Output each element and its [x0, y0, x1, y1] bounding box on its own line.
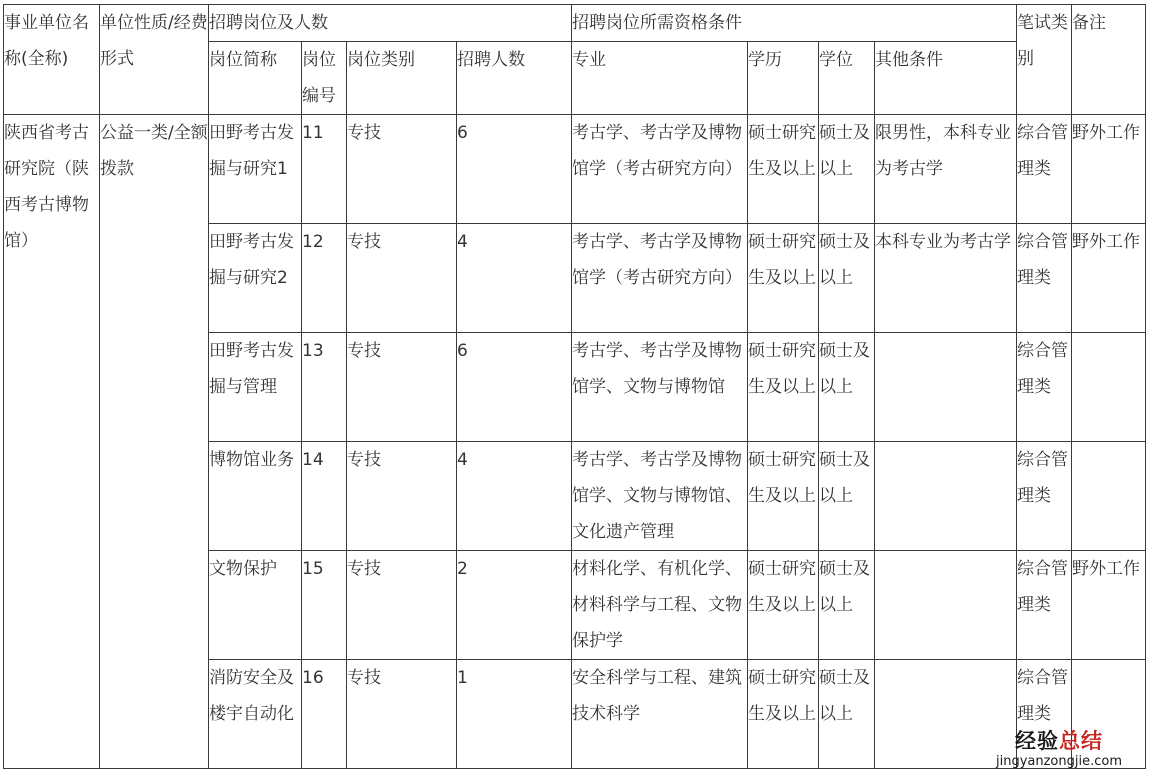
- degree-cell: 硕士及以上: [819, 442, 875, 551]
- position-type-cell: 专技: [347, 115, 457, 224]
- remark-cell: [1072, 333, 1146, 442]
- degree-cell: 硕士及以上: [819, 660, 875, 769]
- position-name-cell: 文物保护: [209, 551, 302, 660]
- other-conditions-cell: [875, 551, 1017, 660]
- exam-category-cell: 综合管理类: [1017, 442, 1072, 551]
- position-name-cell: 博物馆业务: [209, 442, 302, 551]
- headcount-cell: 4: [457, 224, 572, 333]
- table-row: [4, 115, 1146, 224]
- major-cell: 考古学、考古学及博物馆学、文物与博物馆: [572, 333, 748, 442]
- headcount-cell: 2: [457, 551, 572, 660]
- header-unit-nature: 单位性质/经费形式: [100, 5, 209, 115]
- header-unit-name: 事业单位名称(全称): [4, 5, 100, 115]
- header-exam-category: 笔试类别: [1017, 5, 1072, 115]
- degree-cell: 硕士及以上: [819, 551, 875, 660]
- position-name-cell: 消防安全及楼宇自动化: [209, 660, 302, 769]
- headcount-cell: 6: [457, 115, 572, 224]
- other-conditions-cell: [875, 333, 1017, 442]
- position-code-cell: 13: [302, 333, 347, 442]
- position-type-cell: 专技: [347, 551, 457, 660]
- exam-category-cell: 综合管理类: [1017, 660, 1072, 769]
- header-degree: 学位: [819, 42, 875, 115]
- site-watermark: [996, 728, 1122, 770]
- header-education: 学历: [748, 42, 819, 115]
- education-cell: 硕士研究生及以上: [748, 115, 819, 224]
- header-major: 专业: [572, 42, 748, 115]
- position-type-cell: 专技: [347, 224, 457, 333]
- degree-cell: 硕士及以上: [819, 224, 875, 333]
- position-type-cell: 专技: [347, 442, 457, 551]
- headcount-cell: 4: [457, 442, 572, 551]
- remark-cell: [1072, 442, 1146, 551]
- position-type-cell: 专技: [347, 660, 457, 769]
- education-cell: 硕士研究生及以上: [748, 660, 819, 769]
- education-cell: 硕士研究生及以上: [748, 442, 819, 551]
- header-qualifications-group: 招聘岗位所需资格条件: [572, 5, 1017, 42]
- position-name-cell: 田野考古发掘与研究1: [209, 115, 302, 224]
- exam-category-cell: 综合管理类: [1017, 333, 1072, 442]
- exam-category-cell: 综合管理类: [1017, 115, 1072, 224]
- other-conditions-cell: [875, 442, 1017, 551]
- degree-cell: 硕士及以上: [819, 333, 875, 442]
- header-positions-group: 招聘岗位及人数: [209, 5, 572, 42]
- header-headcount: 招聘人数: [457, 42, 572, 115]
- position-code-cell: 12: [302, 224, 347, 333]
- other-conditions-cell: 限男性，本科专业为考古学: [875, 115, 1017, 224]
- degree-cell: 硕士及以上: [819, 115, 875, 224]
- other-conditions-cell: 本科专业为考古学: [875, 224, 1017, 333]
- major-cell: 考古学、考古学及博物馆学（考古研究方向）: [572, 115, 748, 224]
- watermark-url: jingyanzongjie.com: [995, 754, 1122, 769]
- position-name-cell: 田野考古发掘与研究2: [209, 224, 302, 333]
- exam-category-cell: 综合管理类: [1017, 551, 1072, 660]
- major-cell: 考古学、考古学及博物馆学、文物与博物馆、文化遗产管理: [572, 442, 748, 551]
- education-cell: 硕士研究生及以上: [748, 551, 819, 660]
- major-cell: 安全科学与工程、建筑技术科学: [572, 660, 748, 769]
- position-code-cell: 14: [302, 442, 347, 551]
- position-type-cell: 专技: [347, 333, 457, 442]
- header-other: 其他条件: [875, 42, 1017, 115]
- header-position-type: 岗位类别: [347, 42, 457, 115]
- education-cell: 硕士研究生及以上: [748, 224, 819, 333]
- position-name-cell: 田野考古发掘与管理: [209, 333, 302, 442]
- header-position-name: 岗位简称: [209, 42, 302, 115]
- header-remarks: 备注: [1072, 5, 1146, 115]
- header-position-code: 岗位编号: [302, 42, 347, 115]
- education-cell: 硕士研究生及以上: [748, 333, 819, 442]
- position-code-cell: 16: [302, 660, 347, 769]
- unit-name-cell: 陕西省考古研究院（陕西考古博物馆）: [4, 115, 100, 769]
- position-code-cell: 11: [302, 115, 347, 224]
- unit-nature-cell: 公益一类/全额拨款: [100, 115, 209, 769]
- headcount-cell: 1: [457, 660, 572, 769]
- watermark-logo-text: 经验总结: [1014, 729, 1103, 753]
- remark-cell: 野外工作: [1072, 115, 1146, 224]
- major-cell: 材料化学、有机化学、材料科学与工程、文物保护学: [572, 551, 748, 660]
- major-cell: 考古学、考古学及博物馆学（考古研究方向）: [572, 224, 748, 333]
- recruitment-table: [3, 4, 1146, 769]
- headcount-cell: 6: [457, 333, 572, 442]
- remark-cell: 野外工作: [1072, 551, 1146, 660]
- exam-category-cell: 综合管理类: [1017, 224, 1072, 333]
- position-code-cell: 15: [302, 551, 347, 660]
- remark-cell: 野外工作: [1072, 224, 1146, 333]
